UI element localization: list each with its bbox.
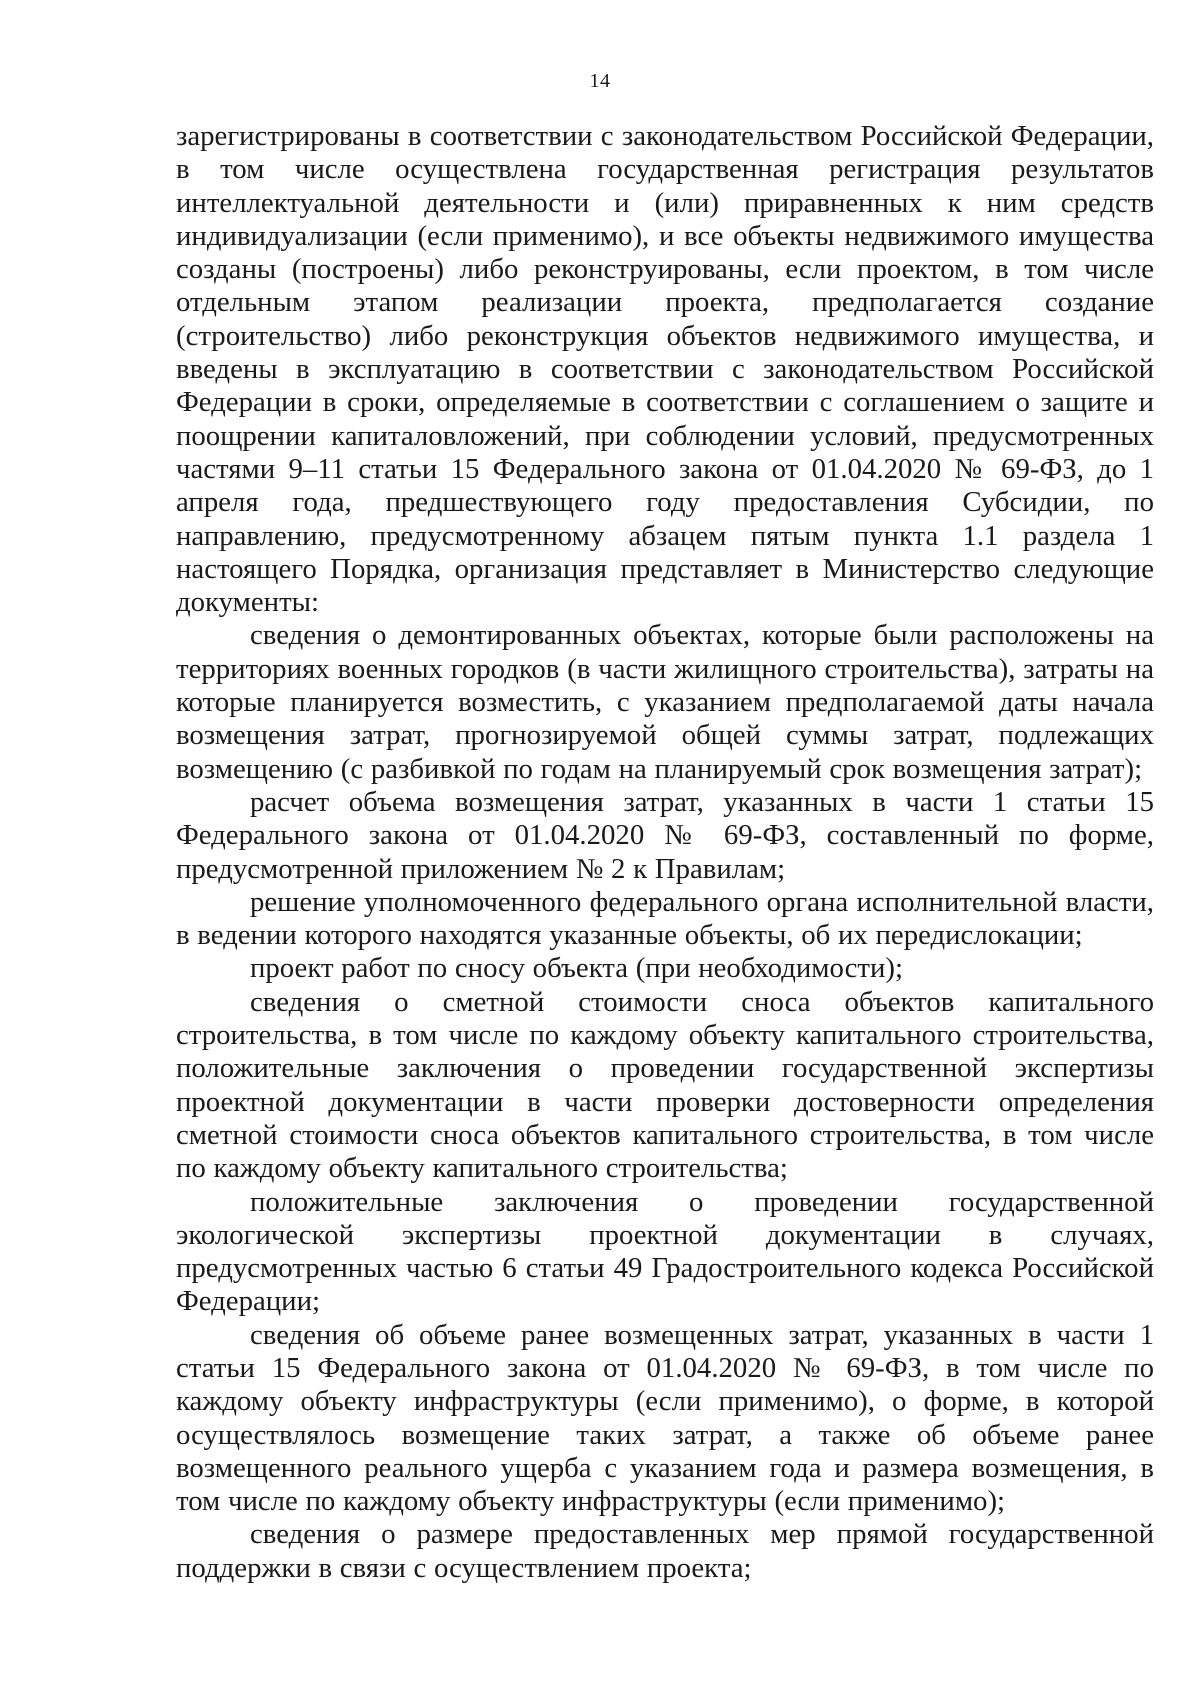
paragraph-estimated-cost: сведения о сметной стоимости сноса объектов капитального строительства, в том числе по каждому объекту капитального строительства, положительные заключения о проведении государственной экспертизы проектной документации в части проверки достоверности определения сметной стоимости сноса объектов капитального строительства, в том числе по каждому объекту капитального строительства; [176, 985, 1154, 1185]
page-number: 14 [589, 70, 611, 92]
paragraph-state-support: сведения о размере предоставленных мер прямой государственной поддержки в связи с осуществлением проекта; [176, 1518, 1154, 1584]
paragraph-continuation: зарегистрированы в соответствии с законодательством Российской Федерации, в том числе осуществлена государственная регистрация результатов интеллектуальной деятельности и (или) приравненных к ним средств индивидуализации (если применимо), и все объекты недвижимого имущества созданы (построены) либо реконструированы, если проектом, в том числе отдельным этапом реализации проекта, предполагается создание (строительство) либо реконструкция объектов недвижимого имущества, и введены в эксплуатацию в соответствии с законодательством Российской Федерации в сроки, определяемые в соответствии с соглашением о защите и поощрении капиталовложений, при соблюдении условий, предусмотренных частями 9–11 статьи 15 Федерального закона от 01.04.2020 № 69-ФЗ, до 1 апреля года, предшествующего году предоставления Субсидии, по направлению, предусмотренному абзацем пятым пункта 1.1 раздела 1 настоящего Порядка, организация представляет в Министерство следующие документы: [176, 120, 1154, 619]
paragraph-ecological-expertise: положительные заключения о проведении государственной экологической экспертизы проектной документации в случаях, предусмотренных частью 6 статьи 49 Градостроительного кодекса Российской Федерации; [176, 1185, 1154, 1318]
paragraph-demolition-project: проект работ по сносу объекта (при необходимости); [250, 952, 904, 985]
paragraph-demolished-objects: сведения о демонтированных объектах, которые были расположены на территориях военных городков (в части жилищного строительства), затраты на которые планируется возместить, с указанием предполагаемой даты начала возмещения затрат, прогнозируемой общей суммы затрат, подлежащих возмещению (с разбивкой по годам на планируемый срок возмещения затрат); [176, 619, 1154, 785]
paragraph-cost-calculation: расчет объема возмещения затрат, указанных в части 1 статьи 15 Федерального закона от 01.04.2020 № 69-ФЗ, составленный по форме, предусмотренной приложением № 2 к Правилам; [176, 785, 1154, 885]
paragraph-relocation-decision: решение уполномоченного федерального органа исполнительной власти, в ведении которого находятся указанные объекты, об их передислокации; [176, 885, 1154, 952]
paragraph-previous-compensation: сведения об объеме ранее возмещенных затрат, указанных в части 1 статьи 15 Федерального закона от 01.04.2020 № 69-ФЗ, в том числе по каждому объекту инфраструктуры (если применимо), о форме, в которой осуществлялось возмещение таких затрат, а также об объеме ранее возмещенного реального ущерба с указанием года и размера возмещения, в том числе по каждому объекту инфраструктуры (если применимо); [176, 1318, 1154, 1518]
document-body [176, 120, 1154, 1585]
